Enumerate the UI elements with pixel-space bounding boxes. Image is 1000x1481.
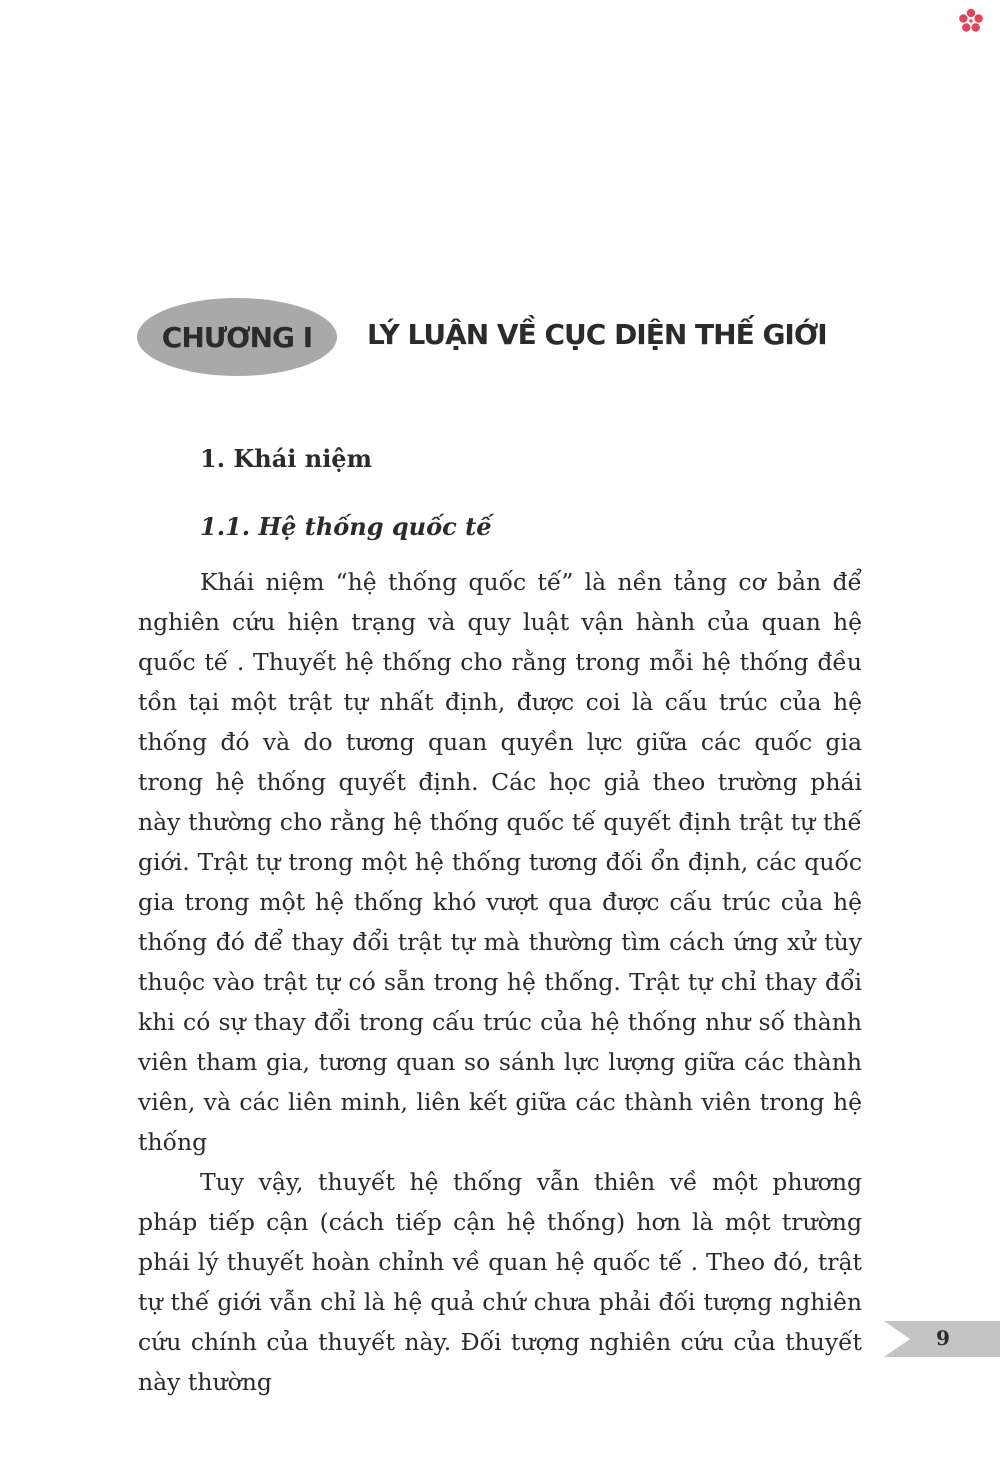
- chapter-title: LÝ LUẬN VỀ CỤC DIỆN THẾ GIỚI: [367, 318, 827, 351]
- paragraph: Khái niệm “hệ thống quốc tế” là nền tảng cơ bản để nghiên cứu hiện trạng và quy luật vận hành của quan hệ quốc tế . Thuyết hệ thống cho rằng trong mỗi hệ thống đều tồn tại một trật tự nhất định, được coi là cấu trúc của hệ thống đó và do tương quan quyền lực giữa các quốc gia trong hệ thống quyết định. Các học giả theo trường phái này thường cho rằng hệ thống quốc tế quyết định trật tự thế giới. Trật tự trong một hệ thống tương đối ổn định, các quốc gia trong một hệ thống khó vượt qua được cấu trúc của hệ thống đó để thay đổi trật tự mà thường tìm cách ứng xử tùy thuộc vào trật tự có sẵn trong hệ thống. Trật tự chỉ thay đổi khi có sự thay đổi trong cấu trúc của hệ thống như số thành viên tham gia, tương quan so sánh lực lượng giữa các thành viên, và các liên minh, liên kết giữa các thành viên trong hệ thống: [138, 568, 862, 1156]
- chapter-header: [137, 298, 897, 376]
- paragraph: Tuy vậy, thuyết hệ thống vẫn thiên về một phương pháp tiếp cận (cách tiếp cận hệ thống) hơn là một trường phái lý thuyết hoàn chỉnh về quan hệ quốc tế . Theo đó, trật tự thế giới vẫn chỉ là hệ quả chứ chưa phải đối tượng nghiên cứu chính của thuyết này. Đối tượng nghiên cứu của thuyết này thường: [138, 1168, 862, 1396]
- chapter-label: CHƯƠNG I: [161, 320, 313, 354]
- subsection-heading: 1.1. Hệ thống quốc tế: [200, 512, 492, 541]
- body-text: [138, 562, 862, 1402]
- page-number: 9: [936, 1326, 950, 1350]
- flower-logo-icon: [958, 8, 984, 34]
- section-heading: 1. Khái niệm: [200, 444, 372, 473]
- chapter-badge: [137, 298, 337, 376]
